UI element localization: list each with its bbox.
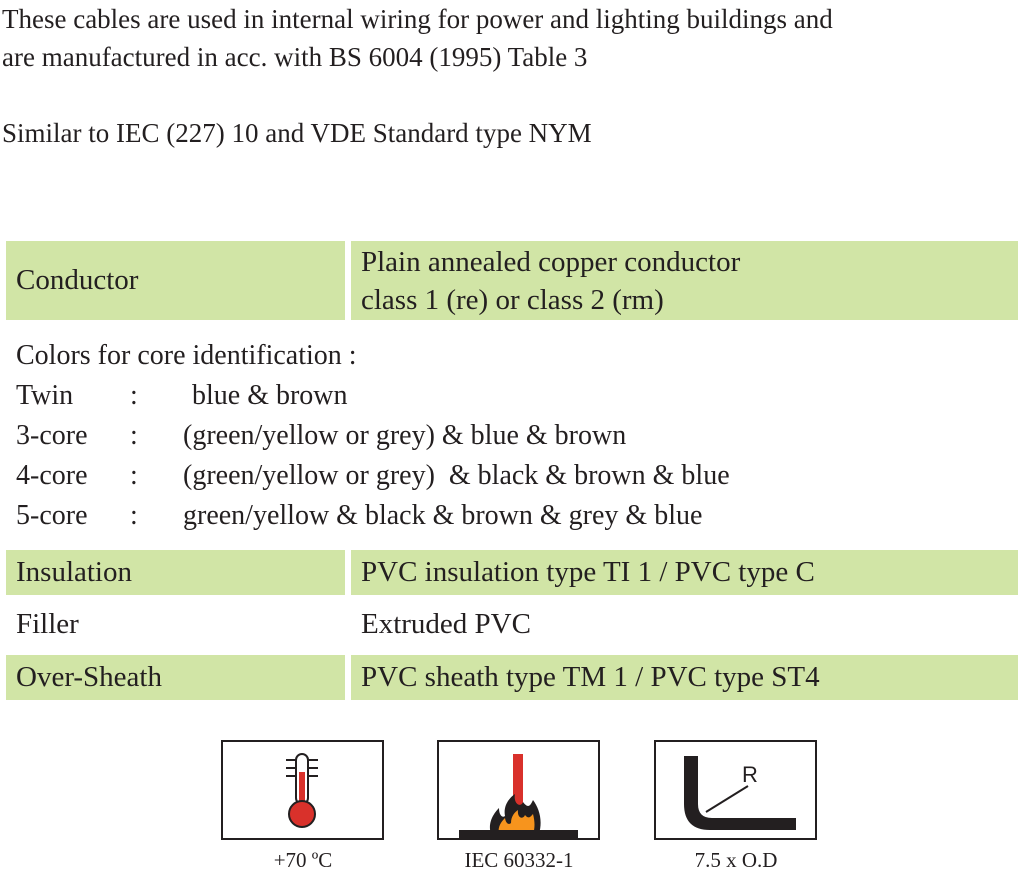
core-colors-block xyxy=(16,336,730,536)
similar-standard-text: Similar to IEC (227) 10 and VDE Standard type NYM xyxy=(2,118,592,148)
core-color-row-3-core xyxy=(16,416,627,456)
core-color-row-twin xyxy=(16,376,357,416)
core-type-label: 4-core xyxy=(16,460,88,491)
intro-line-1: These cables are used in internal wiring for power and lighting buildings and xyxy=(2,4,833,34)
over-sheath-row xyxy=(6,655,1018,700)
conductor-value xyxy=(351,241,1018,320)
core-separator: : xyxy=(130,420,138,451)
temperature-caption: +70 ºC xyxy=(273,848,333,872)
core-type-label: Twin xyxy=(16,380,74,411)
core-color-value: blue & brown xyxy=(192,380,348,411)
core-type-label: 5-core xyxy=(16,500,88,531)
conductor-value-line-2: class 1 (re) or class 2 (rm) xyxy=(361,283,664,316)
conductor-label: Conductor xyxy=(6,241,345,320)
insulation-value: PVC insulation type TI 1 / PVC type C xyxy=(351,550,1018,595)
radius-label: R xyxy=(742,762,758,787)
core-color-value: (green/yellow or grey) & black & brown & blue xyxy=(183,460,730,491)
over-sheath-label: Over-Sheath xyxy=(6,655,345,700)
core-color-row-4-core xyxy=(16,456,730,496)
bend-radius-icon xyxy=(656,742,815,838)
bend-radius-caption: 7.5 x O.D xyxy=(694,848,778,872)
temperature-rating-box xyxy=(221,740,384,840)
core-separator: : xyxy=(130,500,138,531)
insulation-row xyxy=(6,550,1018,595)
intro-line-2: are manufactured in acc. with BS 6004 (1995) Table 3 xyxy=(2,42,588,72)
core-color-row-5-core xyxy=(16,496,703,536)
filler-label: Filler xyxy=(16,608,79,640)
core-type-label: 3-core xyxy=(16,420,88,451)
intro-text xyxy=(2,0,1022,76)
conductor-row xyxy=(6,241,1018,320)
core-color-value: green/yellow & black & brown & grey & blue xyxy=(183,500,703,531)
core-color-value: (green/yellow or grey) & blue & brown xyxy=(183,420,627,451)
over-sheath-value: PVC sheath type TM 1 / PVC type ST4 xyxy=(351,655,1018,700)
core-separator: : xyxy=(130,460,138,491)
filler-value: Extruded PVC xyxy=(361,608,531,640)
core-separator: : xyxy=(130,380,138,411)
conductor-value-line-1: Plain annealed copper conductor xyxy=(361,245,741,278)
flame-test-icon xyxy=(439,742,598,838)
filler-row xyxy=(6,602,1018,647)
insulation-label: Insulation xyxy=(6,550,345,595)
thermometer-icon xyxy=(223,742,382,838)
flame-test-caption: IEC 60332-1 xyxy=(464,848,574,872)
flame-test-box xyxy=(437,740,600,840)
bend-radius-box xyxy=(654,740,817,840)
core-colors-heading: Colors for core identification : xyxy=(16,340,357,371)
